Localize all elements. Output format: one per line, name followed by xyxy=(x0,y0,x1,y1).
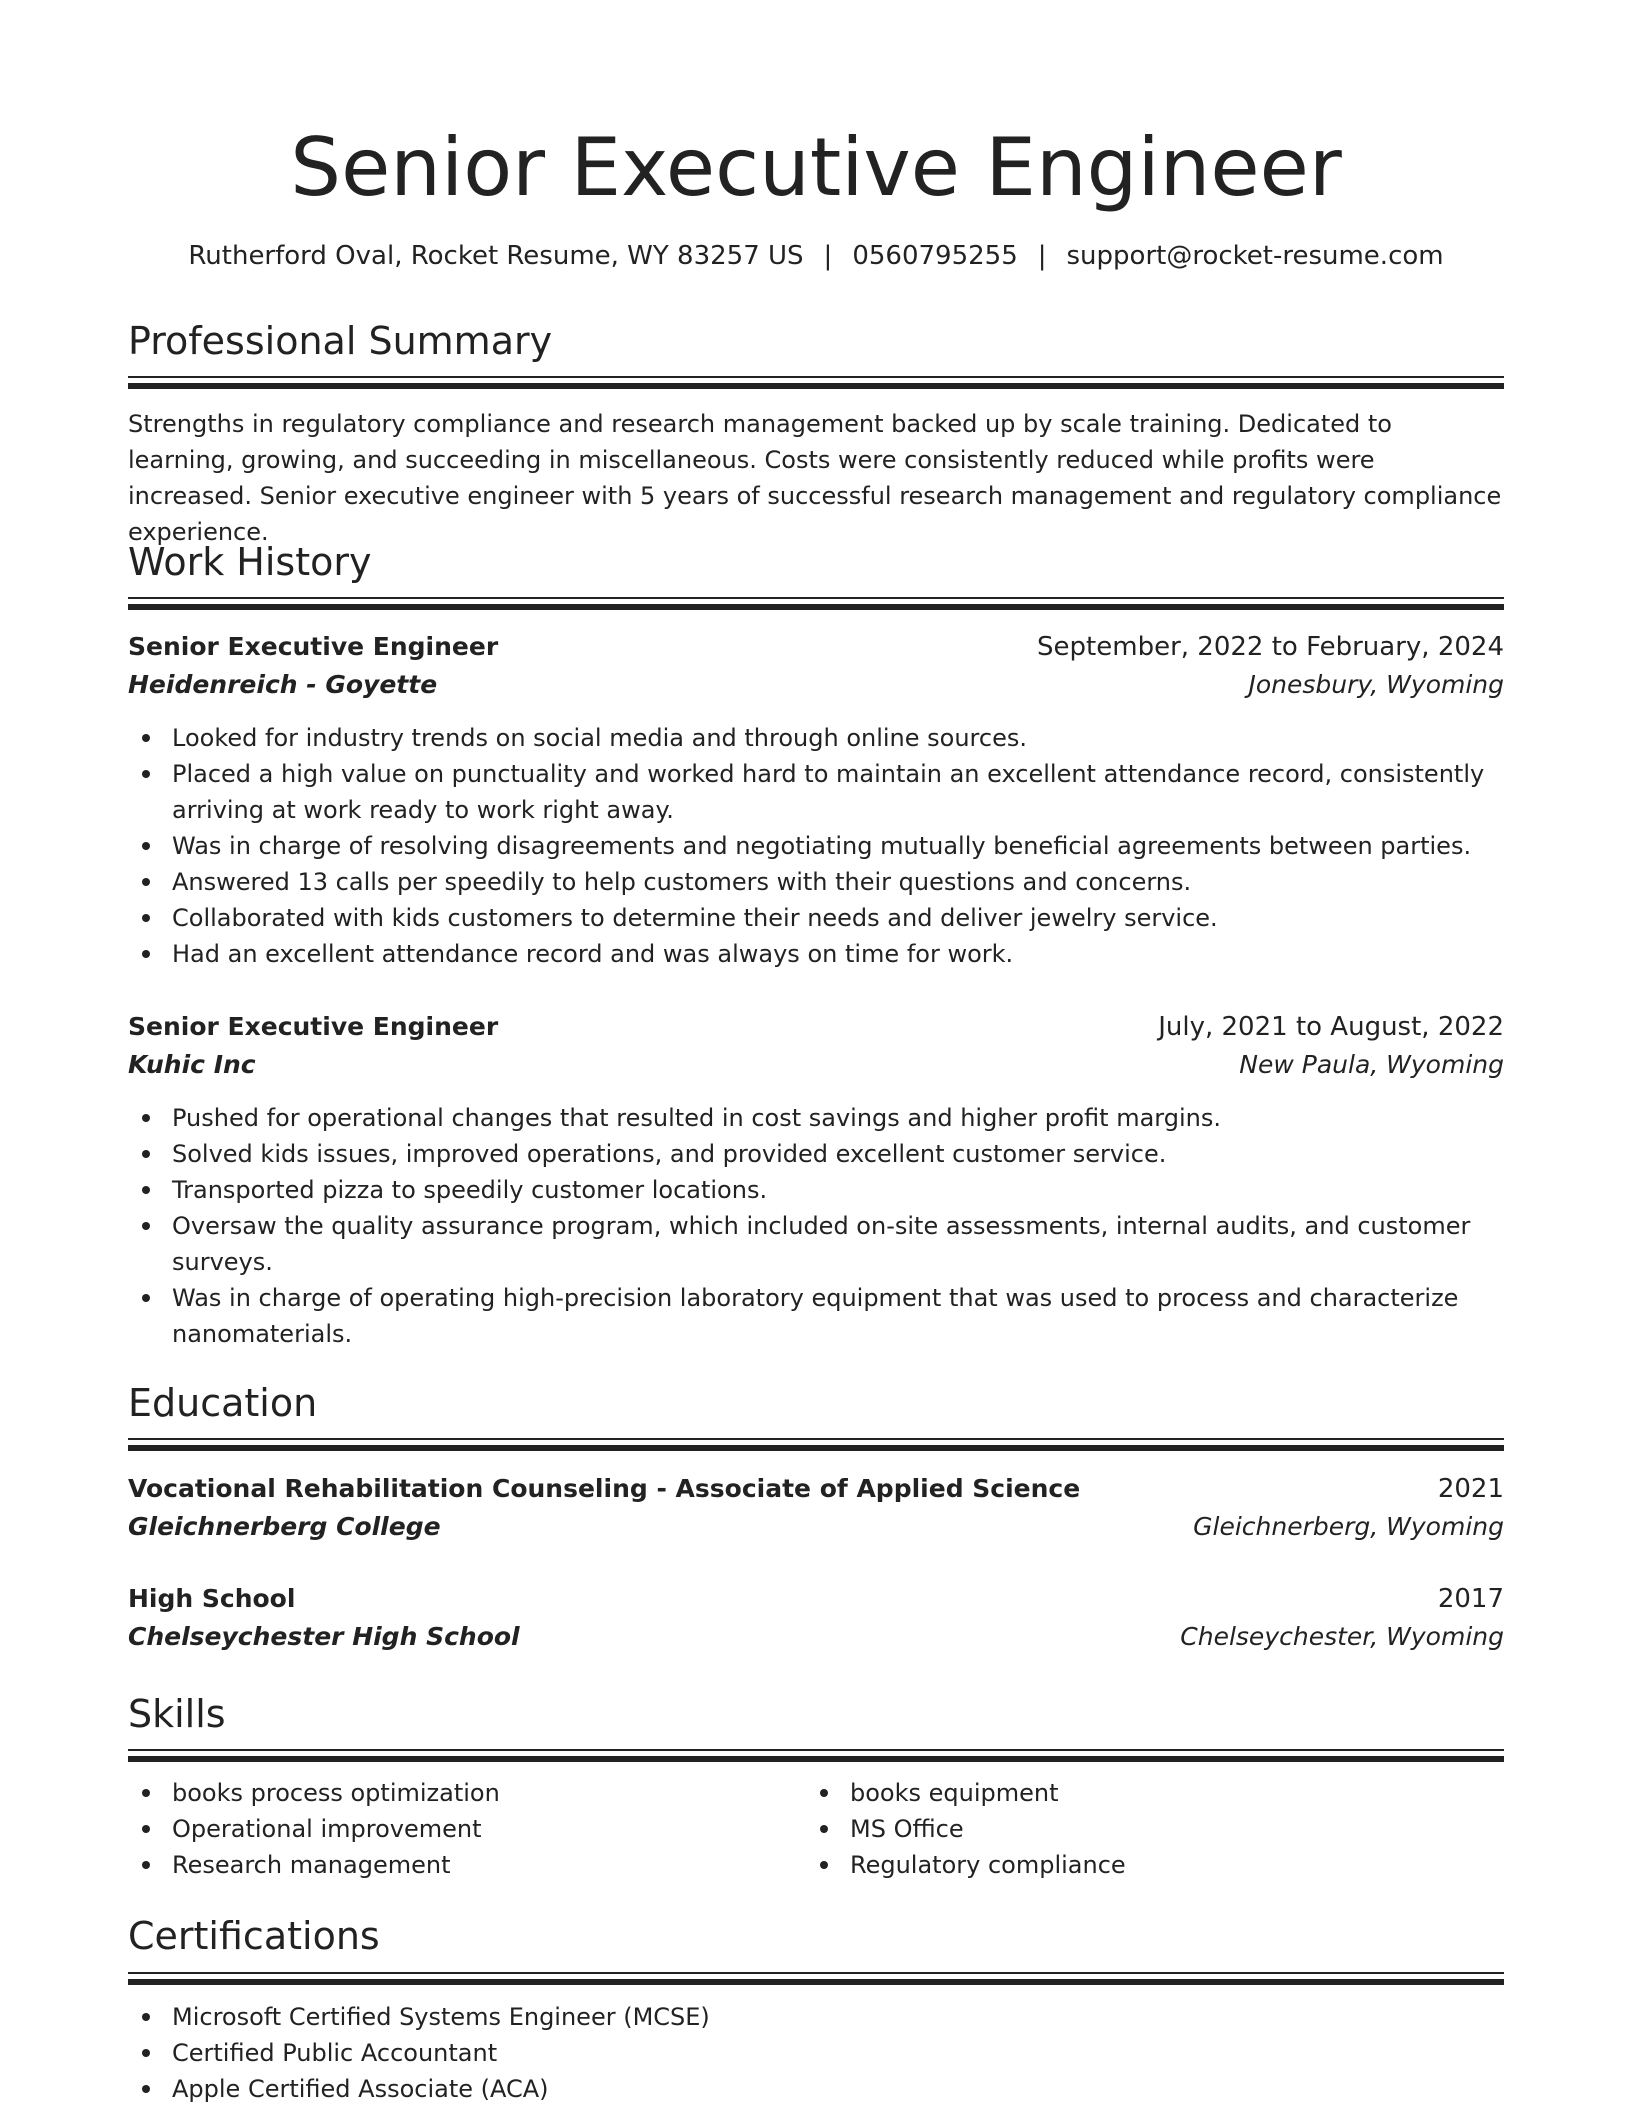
contact-phone: 0560795255 xyxy=(852,241,1018,271)
list-item: Answered 13 calls per speedily to help customers with their questions and concerns. xyxy=(172,864,1548,900)
education-year: 2021 xyxy=(1437,1474,1504,1504)
education-header xyxy=(128,1470,1504,1508)
job-company: Heidenreich - Goyette xyxy=(128,670,438,699)
list-item: MS Office xyxy=(850,1811,1490,1847)
contact-line xyxy=(128,238,1504,274)
section-title-work: Work History xyxy=(128,540,372,584)
job-header xyxy=(128,1008,1504,1046)
list-item: Regulatory compliance xyxy=(850,1847,1490,1883)
education-location: Gleichnerberg, Wyoming xyxy=(1193,1512,1504,1541)
job-bullets xyxy=(128,720,1548,972)
list-item: Operational improvement xyxy=(172,1811,812,1847)
list-item: Looked for industry trends on social media and through online sources. xyxy=(172,720,1548,756)
job-location: Jonesbury, Wyoming xyxy=(1248,670,1504,699)
list-item: Placed a high value on punctuality and worked hard to maintain an excellent attendance record, consistently arriving at work ready to work right away. xyxy=(172,756,1548,828)
education-school: Gleichnerberg College xyxy=(128,1512,441,1541)
job-dates: September, 2022 to February, 2024 xyxy=(1037,632,1504,662)
section-divider xyxy=(128,376,1504,388)
list-item: Pushed for operational changes that resulted in cost savings and higher profit margins. xyxy=(172,1100,1548,1136)
list-item: Was in charge of resolving disagreements and negotiating mutually beneficial agreements between parties. xyxy=(172,828,1548,864)
section-title-summary: Professional Summary xyxy=(128,319,553,363)
section-divider xyxy=(128,1749,1504,1761)
job-header xyxy=(128,628,1504,666)
job-company: Kuhic Inc xyxy=(128,1050,256,1079)
list-item: books process optimization xyxy=(172,1775,812,1811)
contact-separator: | xyxy=(823,241,833,271)
education-subheader xyxy=(128,1618,1504,1656)
list-item: Was in charge of operating high-precision laboratory equipment that was used to process and characterize nanomaterials. xyxy=(172,1280,1548,1352)
job-bullets xyxy=(128,1100,1548,1352)
list-item: Microsoft Certified Systems Engineer (MCSE) xyxy=(172,1999,1548,2035)
contact-email: support@rocket-resume.com xyxy=(1066,241,1444,271)
contact-separator: | xyxy=(1037,241,1047,271)
list-item: Had an excellent attendance record and was always on time for work. xyxy=(172,936,1548,972)
list-item: Apple Certified Associate (ACA) xyxy=(172,2071,1548,2107)
education-school: Chelseychester High School xyxy=(128,1622,520,1651)
summary-text: Strengths in regulatory compliance and research management backed up by scale training. Dedicated to learning, growing, and succeeding in miscellaneous. Costs were consistently reduced while profits were increased. Senior executive engineer with 5 years of successful research management and regulatory compliance experience. xyxy=(128,410,1502,546)
section-title-education: Education xyxy=(128,1381,318,1425)
contact-address: Rutherford Oval, Rocket Resume, WY 83257 US xyxy=(188,241,804,271)
resume-name: Senior Executive Engineer xyxy=(290,121,1342,214)
education-degree: High School xyxy=(128,1584,296,1613)
list-item: Solved kids issues, improved operations, and provided excellent customer service. xyxy=(172,1136,1548,1172)
education-year: 2017 xyxy=(1437,1584,1504,1614)
list-item: Transported pizza to speedily customer locations. xyxy=(172,1172,1548,1208)
job-location: New Paula, Wyoming xyxy=(1239,1050,1504,1079)
education-degree: Vocational Rehabilitation Counseling - Associate of Applied Science xyxy=(128,1474,1081,1503)
list-item: Oversaw the quality assurance program, which included on-site assessments, internal audits, and customer surveys. xyxy=(172,1208,1548,1280)
job-role: Senior Executive Engineer xyxy=(128,1012,499,1041)
list-item: Collaborated with kids customers to determine their needs and deliver jewelry service. xyxy=(172,900,1548,936)
section-divider xyxy=(128,597,1504,609)
job-role: Senior Executive Engineer xyxy=(128,632,499,661)
education-subheader xyxy=(128,1508,1504,1546)
section-divider xyxy=(128,1438,1504,1450)
skills-list-left xyxy=(128,1775,812,1883)
section-title-certifications: Certifications xyxy=(128,1914,380,1958)
list-item: books equipment xyxy=(850,1775,1490,1811)
list-item: Research management xyxy=(172,1847,812,1883)
education-header xyxy=(128,1580,1504,1618)
certifications-list xyxy=(128,1999,1548,2107)
list-item: Certified Public Accountant xyxy=(172,2035,1548,2071)
skills-list-right xyxy=(806,1775,1490,1883)
education-location: Chelseychester, Wyoming xyxy=(1180,1622,1504,1651)
job-subheader xyxy=(128,1046,1504,1084)
job-subheader xyxy=(128,666,1504,704)
section-title-skills: Skills xyxy=(128,1692,226,1736)
job-dates: July, 2021 to August, 2022 xyxy=(1158,1012,1504,1042)
section-divider xyxy=(128,1972,1504,1984)
